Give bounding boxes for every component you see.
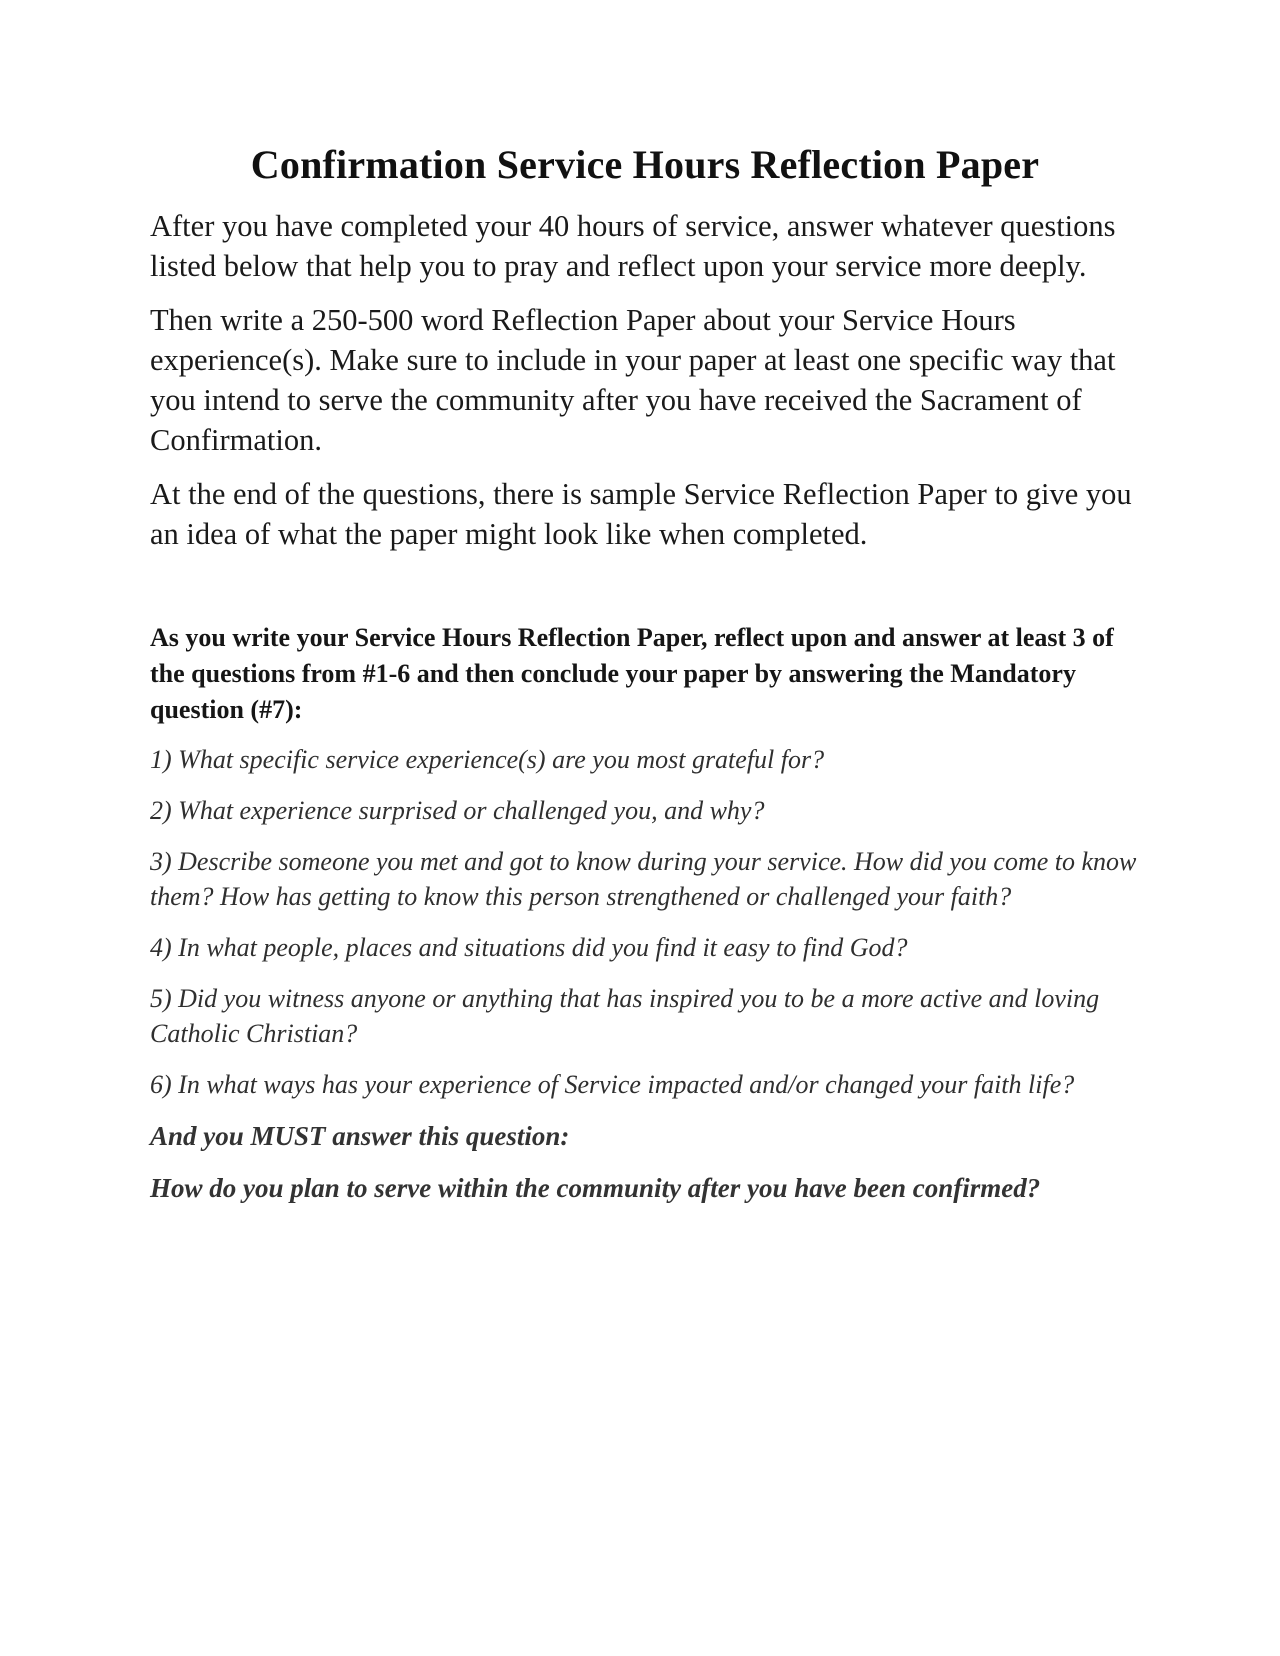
question-1: 1) What specific service experience(s) are you most grateful for? <box>150 745 825 774</box>
question-6: 6) In what ways has your experience of Service impacted and/or changed your faith life? <box>150 1070 1075 1099</box>
intro-paragraph-2: Then write a 250-500 word Reflection Paper about your Service Hours experience(s). Make sure to include in your paper at least one specific way that you intend to serve the community after you have received the Sacrament of Confirmation. <box>150 303 1116 457</box>
document-page <box>150 140 1140 1222</box>
question-5: 5) Did you witness anyone or anything that has inspired you to be a more active and loving Catholic Christian? <box>150 984 1100 1048</box>
intro-paragraph-3: At the end of the questions, there is sample Service Reflection Paper to give you an idea of what the paper might look like when completed. <box>150 477 1132 551</box>
mandatory-question-heading: And you MUST answer this question: <box>150 1121 570 1151</box>
intro-paragraph-1: After you have completed your 40 hours of service, answer whatever questions listed below that help you to pray and reflect upon your service more deeply. <box>150 209 1116 283</box>
question-list <box>150 742 1140 1102</box>
question-2: 2) What experience surprised or challenged you, and why? <box>150 796 765 825</box>
instruction-paragraph: As you write your Service Hours Reflection Paper, reflect upon and answer at least 3 of the questions from #1-6 and then conclude your paper by answering the Mandatory question (#7): <box>150 623 1114 724</box>
question-3: 3) Describe someone you met and got to know during your service. How did you come to know them? How has getting to know this person strengthened or challenged your faith? <box>150 847 1137 911</box>
question-4: 4) In what people, places and situations did you find it easy to find God? <box>150 933 908 962</box>
mandatory-question: How do you plan to serve within the community after you have been confirmed? <box>150 1173 1041 1203</box>
page-title: Confirmation Service Hours Reflection Paper <box>250 142 1040 187</box>
